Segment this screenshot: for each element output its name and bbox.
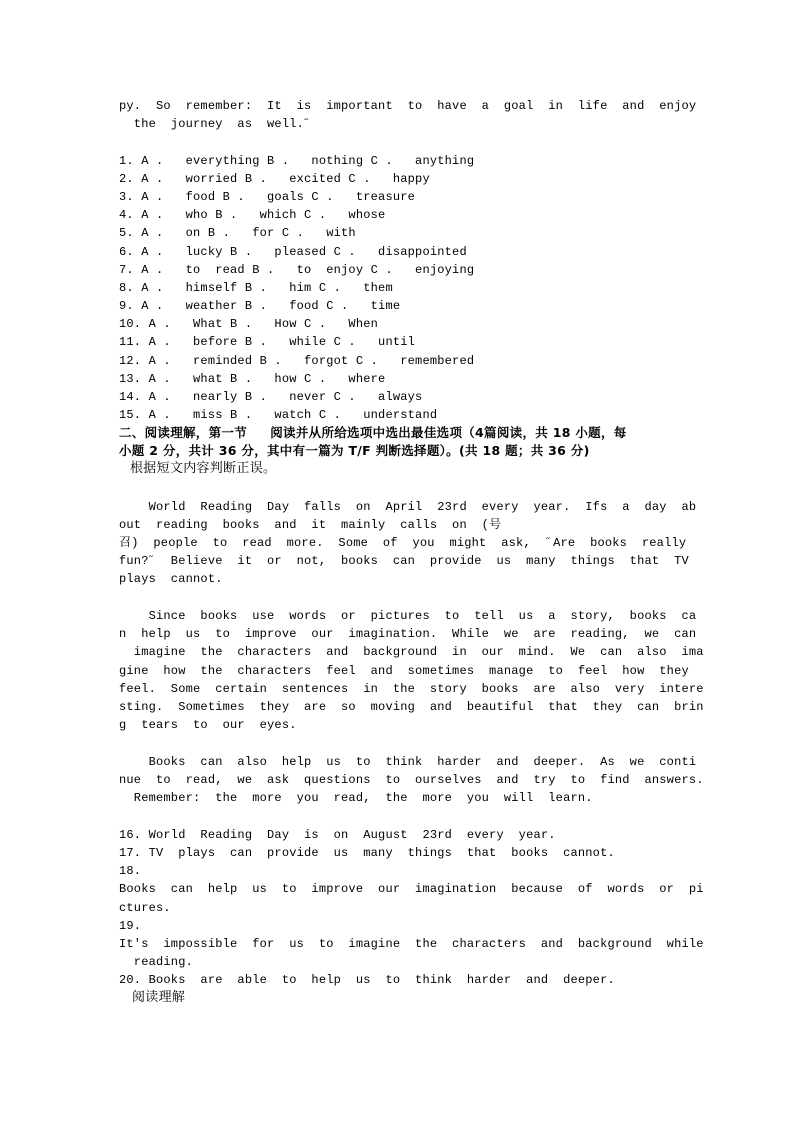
option-line-5: 5. A . on B . for C . with	[119, 226, 356, 240]
passage-line: out reading books and it mainly calls on (号	[119, 518, 502, 532]
option-line-12: 12. A . reminded B . forgot C . remembered	[119, 354, 475, 368]
option-line-4: 4. A . who B . which C . whose	[119, 208, 386, 222]
intro-line: the journey as well.˝	[119, 117, 312, 131]
statement-line: 17. TV plays can provide us many things that books cannot.	[119, 846, 615, 860]
statement-line: 19.	[119, 919, 142, 933]
option-line-14: 14. A . nearly B . never C . always	[119, 390, 423, 404]
passage-line: g tears to our eyes.	[119, 718, 297, 732]
option-line-6: 6. A . lucky B . pleased C . disappointed	[119, 245, 467, 259]
passage-line: gine how the characters feel and sometimes manage to feel how they	[119, 664, 689, 678]
passage-line: n help us to improve our imagination. While we are reading, we can	[119, 627, 697, 641]
statement-line: 20. Books are able to help us to think harder and deeper.	[119, 973, 615, 987]
passage-line: fun?˝ Believe it or not, books can provide us many things that TV	[119, 554, 689, 568]
footer-section-label: 阅读理解	[132, 990, 186, 1005]
section-header: 小题 2 分，共计 36 分，其中有一篇为 T/F 判断选择题）。(共 18 题；共 36 分)	[119, 443, 590, 458]
option-line-13: 13. A . what B . how C . where	[119, 372, 386, 386]
passage-line: Remember: the more you read, the more you will learn.	[119, 791, 593, 805]
statement-line: Books can help us to improve our imagination because of words or pi	[119, 882, 704, 896]
option-line-8: 8. A . himself B . him C . them	[119, 281, 393, 295]
statement-line: 16. World Reading Day is on August 23rd every year.	[119, 828, 556, 842]
statement-line: reading.	[119, 955, 194, 969]
option-line-15: 15. A . miss B . watch C . understand	[119, 408, 438, 422]
passage-line: Since books use words or pictures to tell us a story, books ca	[119, 609, 697, 623]
passage-line: Books can also help us to think harder and deeper. As we conti	[119, 755, 697, 769]
intro-line: py. So remember: It is important to have a goal in life and enjoy	[119, 99, 697, 113]
option-line-1: 1. A . everything B . nothing C . anything	[119, 154, 475, 168]
option-line-7: 7. A . to read B . to enjoy C . enjoying	[119, 263, 475, 277]
passage-line: imagine the characters and background in our mind. We can also ima	[119, 645, 704, 659]
section-header: 二、阅读理解，第一节 阅读并从所给选项中选出最佳选项（4篇阅读，共 18 小题，每	[119, 425, 627, 440]
passage-line: feel. Some certain sentences in the story books are also very intere	[119, 682, 704, 696]
passage-line: sting. Sometimes they are so moving and beautiful that they can brin	[119, 700, 704, 714]
option-line-9: 9. A . weather B . food C . time	[119, 299, 401, 313]
statement-line: It's impossible for us to imagine the characters and background while	[119, 937, 704, 951]
passage-line: 召) people to read more. Some of you might ask, ˝Are books really	[119, 536, 687, 550]
option-line-2: 2. A . worried B . excited C . happy	[119, 172, 430, 186]
statement-line: ctures.	[119, 901, 171, 915]
option-line-11: 11. A . before B . while C . until	[119, 335, 416, 349]
option-line-3: 3. A . food B . goals C . treasure	[119, 190, 416, 204]
passage-line: nue to read, we ask questions to ourselves and try to find answers.	[119, 773, 704, 787]
instruction-text: 根据短文内容判断正误。	[130, 461, 277, 476]
passage-line: plays cannot.	[119, 572, 223, 586]
statement-line: 18.	[119, 864, 142, 878]
passage-line: World Reading Day falls on April 23rd every year. Ifs a day ab	[119, 500, 697, 514]
option-line-10: 10. A . What B . How C . When	[119, 317, 379, 331]
